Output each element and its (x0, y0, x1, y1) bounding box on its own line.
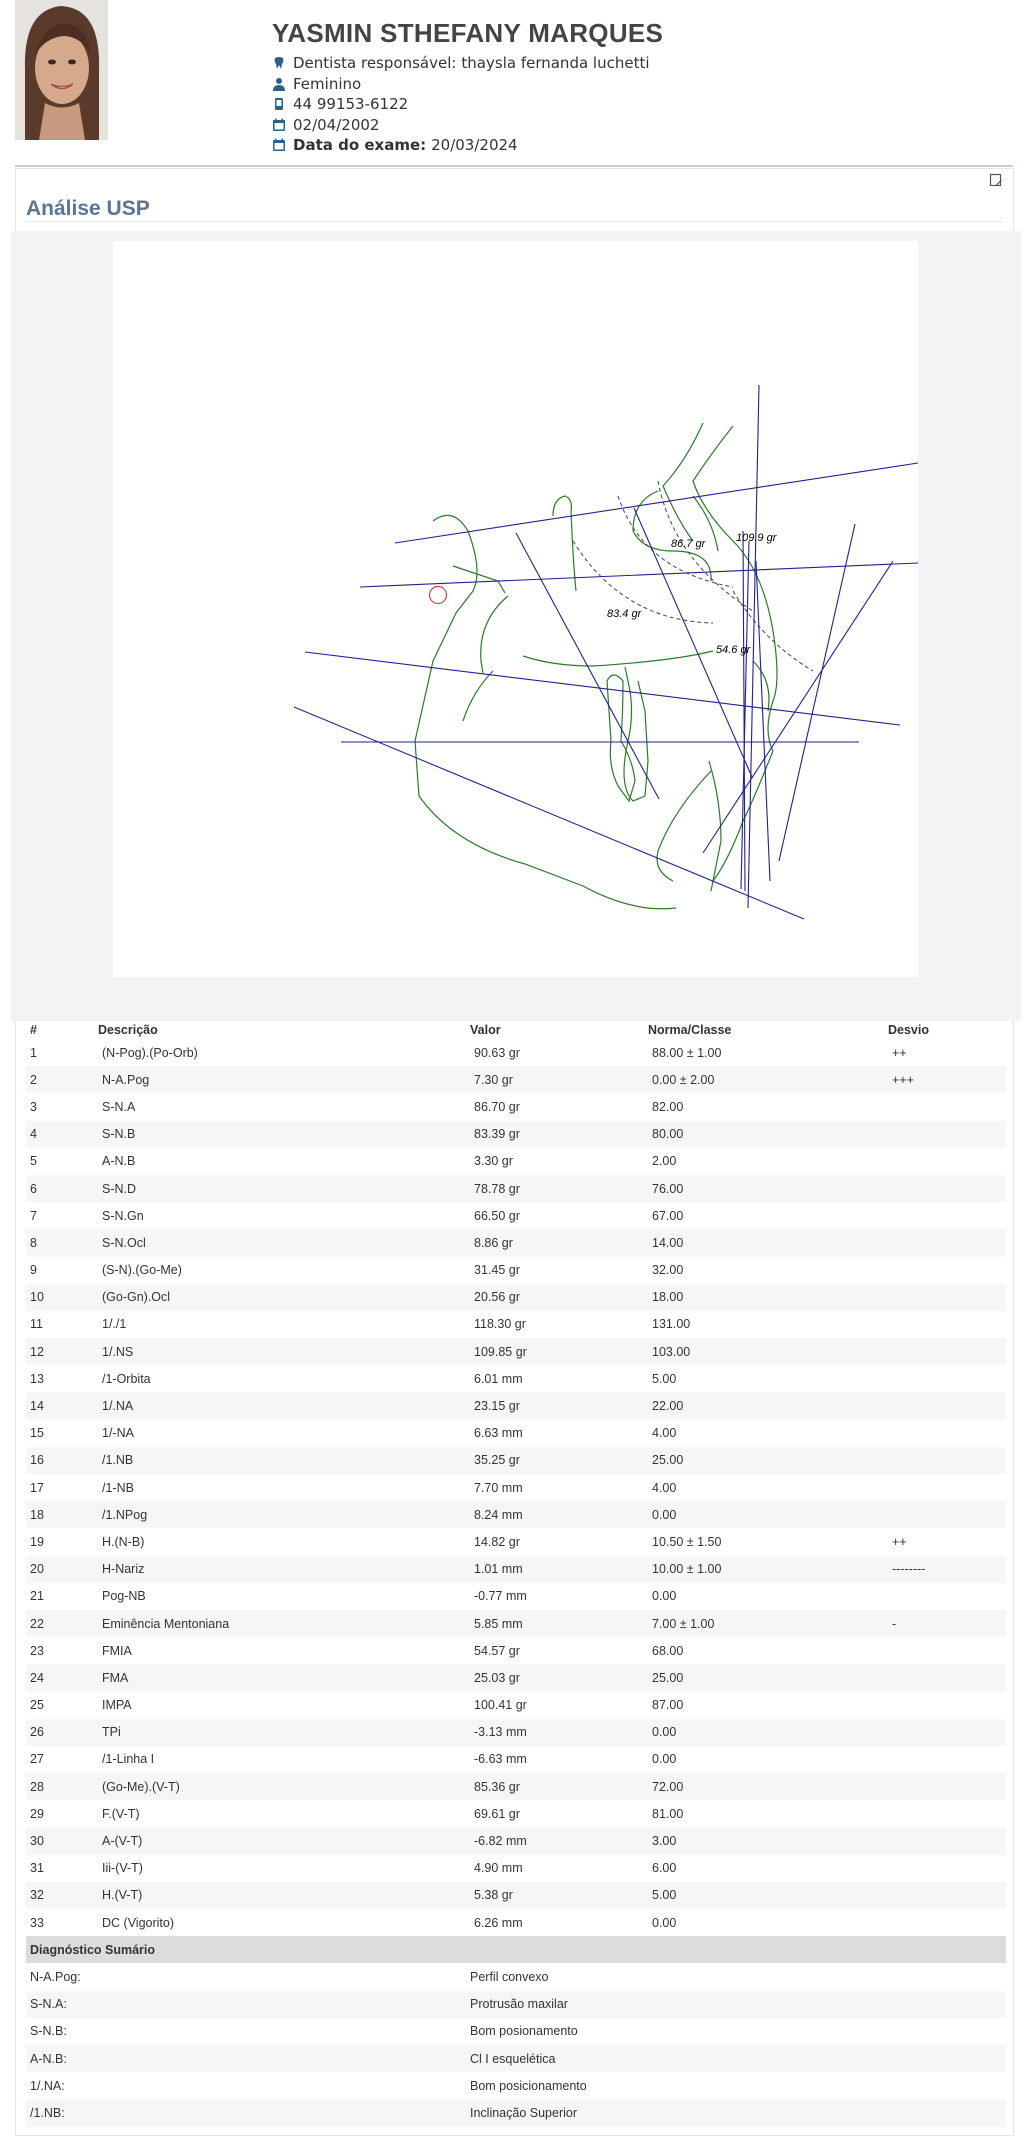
dentist-row (272, 53, 663, 74)
table-row (26, 1284, 1006, 1311)
title-divider (26, 221, 1003, 222)
row-number: 31 (30, 1861, 44, 1876)
exam-date-label: Data do exame: (293, 136, 427, 155)
row-description: /1-Orbita (102, 1371, 151, 1386)
phone-value: 44 99153-6122 (293, 95, 409, 114)
row-value: 5.38 gr (470, 1882, 648, 1909)
row-deviation: +++ (888, 1066, 1006, 1093)
row-description: (Go-Gn).Ocl (98, 1284, 470, 1311)
row-deviation (888, 1583, 1006, 1610)
row-value: 23.15 gr (470, 1392, 648, 1419)
edit-icon[interactable] (989, 173, 1003, 187)
diagnosis-result: Protrusão maxilar (470, 1991, 1006, 2018)
row-number: 29 (30, 1806, 44, 1821)
table-header-row (26, 1021, 1006, 1039)
row-value: 85.36 gr (470, 1773, 648, 1800)
row-value: 6.26 mm (474, 1915, 523, 1930)
row-number: 3 (30, 1099, 37, 1114)
table-row (26, 1664, 1006, 1691)
row-description: /1-Linha I (102, 1752, 155, 1767)
diagnosis-measure: 1/.NA: (30, 2078, 65, 2093)
row-value: 4.90 mm (474, 1861, 523, 1876)
row-description: /1-NB (102, 1480, 134, 1495)
tracing-label: 83.4 gr (607, 608, 642, 620)
row-norm: 131.00 (652, 1317, 691, 1332)
header-norm: Norma/Classe (648, 1023, 732, 1037)
row-value: 8.86 gr (470, 1229, 648, 1256)
tracing-panel (11, 231, 1021, 1021)
table-row (26, 1039, 1006, 1066)
row-deviation (888, 1773, 1006, 1800)
row-number: 6 (26, 1175, 98, 1202)
table-row (26, 1583, 1006, 1610)
row-norm: 22.00 (648, 1392, 888, 1419)
row-deviation (888, 1827, 1006, 1854)
row-number: 9 (30, 1263, 37, 1278)
header-number: # (30, 1023, 37, 1037)
diagnosis-measure: S-N.A: (26, 1991, 470, 2018)
row-value: 6.63 mm (474, 1426, 523, 1441)
row-norm: 10.00 ± 1.00 (648, 1556, 888, 1583)
row-number: 10 (26, 1284, 98, 1311)
phone-row (272, 94, 663, 115)
patient-header (0, 0, 1024, 165)
phone-icon (272, 97, 286, 111)
row-number: 5 (30, 1154, 37, 1169)
row-value: 78.78 gr (470, 1175, 648, 1202)
row-deviation (888, 1474, 1006, 1501)
results-table (26, 1021, 1006, 2127)
row-norm: 18.00 (648, 1284, 888, 1311)
row-value: -6.63 mm (474, 1752, 527, 1767)
row-norm: 32.00 (652, 1263, 684, 1278)
row-number: 13 (30, 1371, 44, 1386)
row-value: 1.01 mm (470, 1556, 648, 1583)
row-description: S-N.Gn (102, 1208, 144, 1223)
row-number: 23 (30, 1643, 44, 1658)
row-norm: 81.00 (652, 1806, 684, 1821)
diagnosis-measure: S-N.B: (30, 2024, 67, 2039)
row-description: (N-Pog).(Po-Orb) (102, 1045, 198, 1060)
row-norm: 87.00 (652, 1698, 684, 1713)
row-deviation (888, 1800, 1006, 1827)
row-norm: 3.00 (648, 1827, 888, 1854)
row-deviation: ++ (892, 1045, 907, 1060)
row-value: 69.61 gr (474, 1806, 520, 1821)
diagnosis-row (26, 2072, 1006, 2099)
row-deviation (888, 1257, 1006, 1284)
row-norm: 6.00 (652, 1861, 677, 1876)
row-description: A-N.B (102, 1154, 136, 1169)
row-deviation (888, 1664, 1006, 1691)
row-description: DC (Vigorito) (102, 1915, 175, 1930)
diagnosis-measure: /1.NB: (26, 2099, 470, 2126)
patient-name: YASMIN STHEFANY MARQUES (272, 18, 664, 48)
table-row (26, 1855, 1006, 1882)
header-deviation: Desvio (888, 1023, 929, 1037)
row-description: H.(N-B) (102, 1534, 145, 1549)
table-row (26, 1202, 1006, 1229)
row-value: 5.85 mm (470, 1610, 648, 1637)
row-deviation (888, 1175, 1006, 1202)
exam-date-row (272, 135, 663, 156)
row-value: 25.03 gr (470, 1664, 648, 1691)
row-norm: 25.00 (648, 1664, 888, 1691)
row-deviation (888, 1447, 1006, 1474)
row-value: 31.45 gr (474, 1263, 520, 1278)
row-norm: 4.00 (652, 1480, 677, 1495)
table-row (26, 1257, 1006, 1284)
row-norm: 10.50 ± 1.50 (652, 1534, 722, 1549)
row-deviation (888, 1420, 1006, 1447)
row-value: 90.63 gr (474, 1045, 520, 1060)
diagnosis-row (26, 2018, 1006, 2045)
row-number: 22 (26, 1610, 98, 1637)
row-description: Eminência Mentoniana (98, 1610, 470, 1637)
gender-value: Feminino (293, 74, 362, 93)
tracing-label: 109.9 gr (736, 532, 777, 544)
row-number: 16 (26, 1447, 98, 1474)
row-norm: 0.00 (652, 1589, 677, 1604)
row-number: 28 (26, 1773, 98, 1800)
birth-date-row (272, 115, 663, 136)
row-norm: 7.00 ± 1.00 (648, 1610, 888, 1637)
row-number: 33 (30, 1915, 44, 1930)
table-row (26, 1882, 1006, 1909)
diagnosis-header-row (26, 1936, 1006, 1963)
dentist-name: thaysla fernanda luchetti (461, 54, 650, 73)
row-number: 20 (26, 1556, 98, 1583)
row-description: Iii-(V-T) (102, 1861, 143, 1876)
row-value: 14.82 gr (474, 1534, 520, 1549)
diagnosis-row (26, 1963, 1006, 1990)
table-row (26, 1338, 1006, 1365)
dentist-label: Dentista responsável: (293, 54, 457, 73)
row-value: 7.70 mm (474, 1480, 523, 1495)
row-deviation (888, 1746, 1006, 1773)
row-deviation (888, 1392, 1006, 1419)
row-deviation (888, 1882, 1006, 1909)
row-number: 24 (26, 1664, 98, 1691)
row-number: 27 (30, 1752, 44, 1767)
birth-date-value: 02/04/2002 (293, 115, 380, 134)
row-deviation (888, 1501, 1006, 1528)
diagnosis-title: Diagnóstico Sumário (26, 1936, 1006, 1963)
row-norm: 0.00 (652, 1915, 677, 1930)
row-value: 83.39 gr (470, 1121, 648, 1148)
row-number: 2 (26, 1066, 98, 1093)
row-norm: 67.00 (652, 1208, 684, 1223)
row-number: 32 (26, 1882, 98, 1909)
table-row (26, 1420, 1006, 1447)
row-norm: 76.00 (648, 1175, 888, 1202)
row-number: 21 (30, 1589, 44, 1604)
table-row (26, 1827, 1006, 1854)
row-description: /1.NB (98, 1447, 470, 1474)
row-deviation: -------- (888, 1556, 1006, 1583)
row-description: S-N.A (102, 1099, 136, 1114)
row-norm: 0.00 (648, 1501, 888, 1528)
table-row (26, 1719, 1006, 1746)
table-row (26, 1311, 1006, 1338)
row-description: S-N.D (98, 1175, 470, 1202)
row-norm: 5.00 (648, 1882, 888, 1909)
table-row (26, 1800, 1006, 1827)
row-deviation (888, 1284, 1006, 1311)
row-norm: 4.00 (652, 1426, 677, 1441)
table-row (26, 1392, 1006, 1419)
row-norm: 82.00 (652, 1099, 684, 1114)
row-value: 20.56 gr (470, 1284, 648, 1311)
row-norm: 14.00 (648, 1229, 888, 1256)
row-number: 18 (26, 1501, 98, 1528)
user-icon (272, 77, 286, 91)
patient-photo (15, 0, 108, 140)
row-value: 7.30 gr (470, 1066, 648, 1093)
row-description: FMIA (102, 1643, 132, 1658)
row-number: 4 (26, 1121, 98, 1148)
row-description: TPi (98, 1719, 470, 1746)
row-norm: 0.00 (648, 1719, 888, 1746)
row-value: 54.57 gr (474, 1643, 520, 1658)
calendar-icon (272, 138, 286, 152)
table-row (26, 1229, 1006, 1256)
diagnosis-measure: N-A.Pog: (30, 1969, 81, 1984)
row-deviation (888, 1855, 1006, 1882)
tracing-label: 86.7 gr (671, 538, 706, 550)
diagnosis-result: Inclinação Superior (470, 2099, 1006, 2126)
row-number: 8 (26, 1229, 98, 1256)
table-row (26, 1365, 1006, 1392)
tracing-label: 54.6 gr (716, 644, 751, 656)
row-value: 86.70 gr (474, 1099, 520, 1114)
row-deviation (888, 1148, 1006, 1175)
row-description: S-N.B (98, 1121, 470, 1148)
row-deviation: ++ (892, 1534, 907, 1549)
diagnosis-measure: A-N.B: (26, 2045, 470, 2072)
table-row (26, 1066, 1006, 1093)
row-deviation (888, 1637, 1006, 1664)
row-value: 66.50 gr (474, 1208, 520, 1223)
table-row (26, 1610, 1006, 1637)
row-value: 100.41 gr (474, 1698, 527, 1713)
row-description: 1/-NA (102, 1426, 134, 1441)
row-number: 1 (30, 1045, 37, 1060)
row-deviation (888, 1202, 1006, 1229)
table-row (26, 1692, 1006, 1719)
row-number: 14 (26, 1392, 98, 1419)
row-norm: 25.00 (648, 1447, 888, 1474)
row-deviation (888, 1909, 1006, 1936)
row-value: -6.82 mm (470, 1827, 648, 1854)
table-row (26, 1501, 1006, 1528)
header-description: Descrição (98, 1023, 158, 1037)
diagnosis-row (26, 2099, 1006, 2126)
row-number: 30 (26, 1827, 98, 1854)
row-number: 7 (30, 1208, 37, 1223)
row-description: (Go-Me).(V-T) (98, 1773, 470, 1800)
row-description: A-(V-T) (98, 1827, 470, 1854)
table-row (26, 1637, 1006, 1664)
row-value: 6.01 mm (474, 1371, 523, 1386)
row-description: 1/.NS (98, 1338, 470, 1365)
row-description: S-N.Ocl (98, 1229, 470, 1256)
row-description: FMA (98, 1664, 470, 1691)
tooth-icon (272, 56, 286, 70)
row-number: 11 (30, 1317, 43, 1332)
row-value: 109.85 gr (470, 1338, 648, 1365)
row-deviation (888, 1365, 1006, 1392)
row-value: -0.77 mm (474, 1589, 527, 1604)
row-norm: 0.00 (652, 1752, 677, 1767)
row-description: IMPA (102, 1698, 132, 1713)
diagnosis-row (26, 2045, 1006, 2072)
row-number: 15 (30, 1426, 44, 1441)
row-deviation: - (888, 1610, 1006, 1637)
table-row (26, 1474, 1006, 1501)
analysis-title: Análise USP (26, 197, 150, 220)
table-row (26, 1909, 1006, 1936)
table-row (26, 1447, 1006, 1474)
row-description: H-Nariz (98, 1556, 470, 1583)
row-number: 17 (30, 1480, 44, 1495)
row-norm: 0.00 ± 2.00 (648, 1066, 888, 1093)
calendar-icon (272, 118, 286, 132)
row-number: 26 (26, 1719, 98, 1746)
header-divider (15, 165, 1013, 167)
gender-row (272, 74, 663, 95)
table-row (26, 1093, 1006, 1120)
row-number: 25 (30, 1698, 44, 1713)
row-norm: 68.00 (652, 1643, 684, 1658)
table-row (26, 1528, 1006, 1555)
row-description: N-A.Pog (98, 1066, 470, 1093)
table-row (26, 1175, 1006, 1202)
diagnosis-result: Bom posionamento (470, 2024, 578, 2039)
row-value: 35.25 gr (470, 1447, 648, 1474)
row-deviation (888, 1229, 1006, 1256)
header-value: Valor (470, 1023, 501, 1037)
row-description: F.(V-T) (102, 1806, 140, 1821)
row-number: 19 (30, 1534, 44, 1549)
table-row (26, 1148, 1006, 1175)
row-description: Pog-NB (102, 1589, 146, 1604)
table-row (26, 1556, 1006, 1583)
row-norm: 5.00 (652, 1371, 677, 1386)
row-deviation (888, 1692, 1006, 1719)
diagnosis-row (26, 1991, 1006, 2018)
row-number: 12 (26, 1338, 98, 1365)
row-deviation (888, 1121, 1006, 1148)
row-deviation (888, 1338, 1006, 1365)
row-description: /1.NPog (98, 1501, 470, 1528)
row-value: -3.13 mm (470, 1719, 648, 1746)
row-norm: 88.00 ± 1.00 (652, 1045, 722, 1060)
analysis-card (15, 168, 1014, 2136)
row-norm: 103.00 (648, 1338, 888, 1365)
table-row (26, 1773, 1006, 1800)
diagnosis-result: Perfil convexo (470, 1969, 549, 1984)
row-value: 3.30 gr (474, 1154, 513, 1169)
row-deviation (888, 1719, 1006, 1746)
table-row (26, 1121, 1006, 1148)
table-row (26, 1746, 1006, 1773)
row-description: H.(V-T) (98, 1882, 470, 1909)
diagnosis-result: Cl I esquelética (470, 2045, 1006, 2072)
cephalometric-tracing (113, 241, 918, 977)
row-description: (S-N).(Go-Me) (102, 1263, 182, 1278)
row-deviation (888, 1093, 1006, 1120)
row-description: 1/./1 (102, 1317, 127, 1332)
row-norm: 72.00 (648, 1773, 888, 1800)
row-norm: 2.00 (652, 1154, 677, 1169)
row-description: 1/.NA (98, 1392, 470, 1419)
row-value: 118.30 gr (474, 1317, 526, 1332)
diagnosis-result: Bom posicionamento (470, 2078, 587, 2093)
exam-date-value: 20/03/2024 (431, 136, 518, 155)
row-deviation (888, 1311, 1006, 1338)
row-norm: 80.00 (648, 1121, 888, 1148)
row-value: 8.24 mm (470, 1501, 648, 1528)
